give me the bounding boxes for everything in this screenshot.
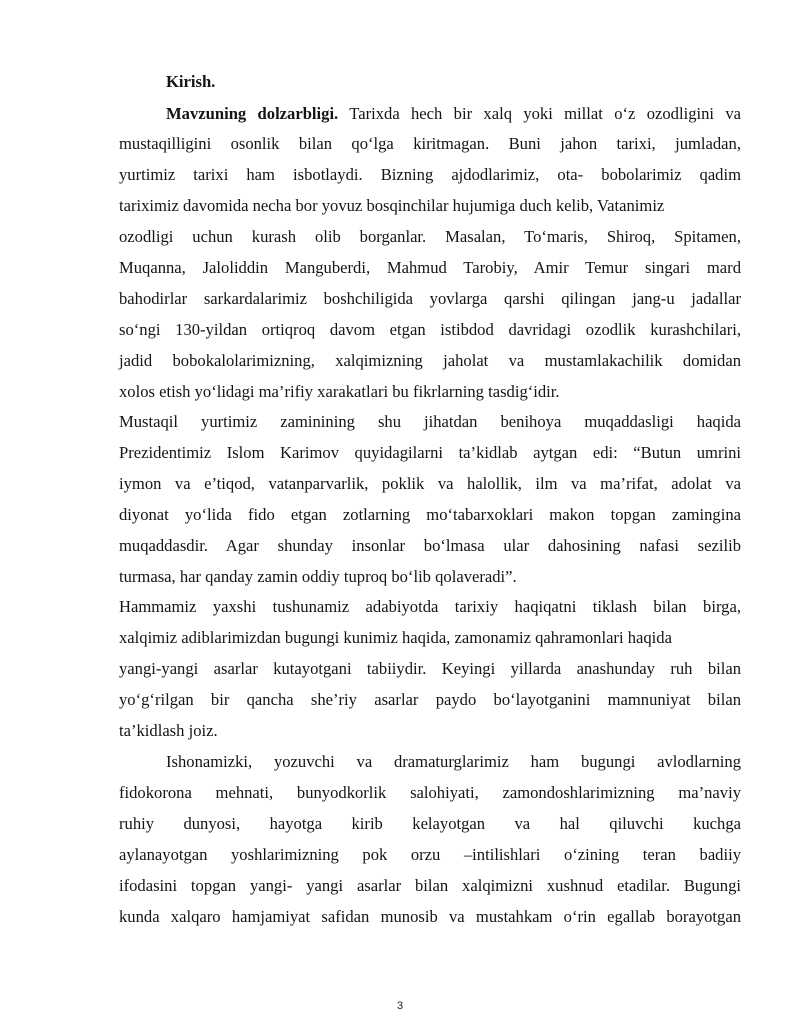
paragraph-line: diyonat yo‘lida fido etgan zotlarning mo‘tabarxoklari makon topgan zamingina: [119, 505, 741, 524]
paragraph-line: Prezidentimiz Islom Karimov quyidagilarni ta’kidlab aytgan edi: “Butun umrini: [119, 443, 741, 462]
paragraph-line: ozodligi uchun kurash olib borganlar. Masalan, To‘maris, Shiroq, Spitamen,: [119, 227, 741, 246]
paragraph-line: Hammamiz yaxshi tushunamiz adabiyotda tarixiy haqiqatni tiklash bilan birga,: [119, 597, 741, 616]
paragraph-line: jadid bobokalolarimizning, xalqimizning jaholat va mustamlakachilik domidan: [119, 351, 741, 370]
paragraph-line: mustaqilligini osonlik bilan qo‘lga kiritmagan. Buni jahon tarixi, jumladan,: [119, 134, 741, 153]
paragraph-line: ruhiy dunyosi, hayotga kirib kelayotgan va hal qiluvchi kuchga: [119, 814, 741, 833]
paragraph-line: iymon va e’tiqod, vatanparvarlik, poklik va halollik, ilm va ma’rifat, adolat va: [119, 474, 741, 493]
paragraph-line: Mustaqil yurtimiz zaminining shu jihatdan benihoya muqaddasligi haqida: [119, 412, 741, 431]
paragraph-line: so‘ngi 130-yildan ortiqroq davom etgan istibdod davridagi ozodlik kurashchilari,: [119, 320, 741, 339]
paragraph-line: muqaddasdir. Agar shunday insonlar bo‘lmasa ular dahosining nafasi sezilib: [119, 536, 741, 555]
paragraph-line: tariximiz davomida necha bor yovuz bosqinchilar hujumiga duch kelib, Vatanimiz: [119, 196, 665, 215]
paragraph-line: turmasa, har qanday zamin oddiy tuproq bo‘lib qolaveradi”.: [119, 567, 517, 586]
paragraph-line: yo‘g‘rilgan bir qancha she’riy asarlar paydo bo‘layotganini mamnuniyat bilan: [119, 690, 741, 709]
paragraph-line: Muqanna, Jaloliddin Manguberdi, Mahmud Tarobiy, Amir Temur singari mard: [119, 258, 741, 277]
paragraph-line: fidokorona mehnati, bunyodkorlik salohiyati, zamondoshlarimizning ma’naviy: [119, 783, 741, 802]
paragraph-line: yangi-yangi asarlar kutayotgani tabiiydir. Keyingi yillarda anashunday ruh bilan: [119, 659, 741, 678]
page-number: 3: [396, 1000, 404, 1012]
paragraph-line: Ishonamizki, yozuvchi va dramaturglarimiz ham bugungi avlodlarning: [166, 752, 741, 771]
paragraph-line: xolos etish yo‘lidagi ma’rifiy xarakatlari bu fikrlarning tasdig‘idir.: [119, 382, 560, 401]
paragraph-line: ta’kidlash joiz.: [119, 721, 218, 740]
paragraph-line: bahodirlar sarkardalarimiz boshchiligida yovlarga qarshi qilingan jang-u jadallar: [119, 289, 741, 308]
paragraph-line: aylanayotgan yoshlarimizning pok orzu –intilishlari o‘zining teran badiiy: [119, 845, 741, 864]
paragraph-line: ifodasini topgan yangi- yangi asarlar bilan xalqimizni xushnud etadilar. Bugungi: [119, 876, 741, 895]
paragraph-line: kunda xalqaro hamjamiyat safidan munosib va mustahkam o‘rin egallab borayotgan: [119, 907, 741, 926]
section-heading: Kirish.: [166, 72, 216, 91]
subheading: Mavzuning dolzarbligi.: [166, 104, 339, 123]
paragraph-line: yurtimiz tarixi ham isbotlaydi. Bizning ajdodlarimiz, ota- bobolarimiz qadim: [119, 165, 741, 184]
paragraph-line: xalqimiz adiblarimizdan bugungi kunimiz haqida, zamonamiz qahramonlari haqida: [119, 628, 672, 647]
paragraph-line: Mavzuning dolzarbligi. Tarixda hech bir xalq yoki millat o‘z ozodligini va: [166, 104, 741, 123]
